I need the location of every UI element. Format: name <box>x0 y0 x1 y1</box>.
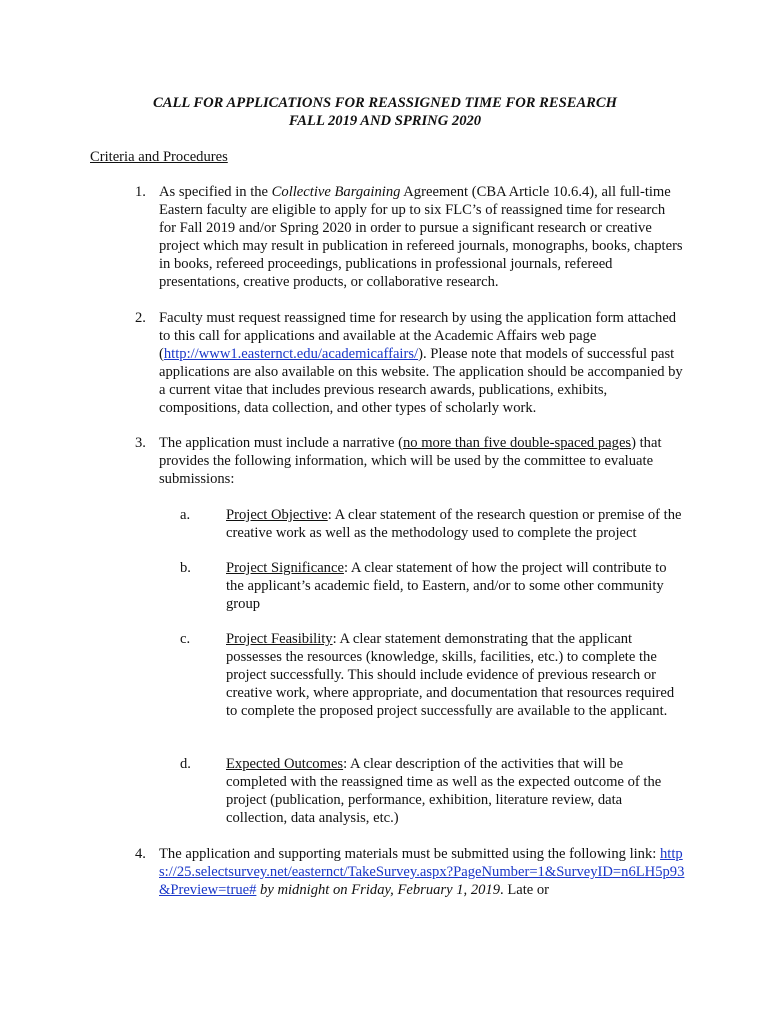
list-item-number: 1. <box>135 184 146 200</box>
sub-item-a <box>180 506 685 542</box>
list-item-2 <box>135 309 685 417</box>
list-item-text: The application must include a narrative (no more than five double-spaced pages) that provides the following information, which will be used by the committee to evaluate submissions: <box>159 435 662 487</box>
sub-item-text: Expected Outcomes: A clear description of the activities that will be completed with the reassigned time as well as the expected outcome of the project (publication, performance, exhibition, literature review, data collection, data analysis, etc.) <box>226 756 662 826</box>
sub-item-text: Project Significance: A clear statement of how the project will contribute to the applicant’s academic field, to Eastern, and/or to some other community group <box>226 560 667 612</box>
sub-item-letter: b. <box>180 560 191 576</box>
survey-link[interactable]: https://25.selectsurvey.net/easternct/TakeSurvey.aspx?PageNumber=1&SurveyID=n6LH5p93&Preview=true# <box>159 846 685 898</box>
sub-item-d <box>180 755 685 827</box>
list-item-text: As specified in the Collective Bargaining Agreement (CBA Article 10.6.4), all full-time Eastern faculty are eligible to apply for up to six FLC’s of reassigned time for research for Fall 2019 and/or Spring 2020 in order to pursue a significant research or creative project which may result in publication in refereed journals, monographs, books, chapters in books, refereed proceedings, publications in professional journals, refereed presentations, creative products, or collaborative research. <box>159 184 683 290</box>
section-heading: Criteria and Procedures <box>90 149 228 165</box>
sub-item-b <box>180 559 685 613</box>
list-item-text: Faculty must request reassigned time for research by using the application form attached to this call for applications and available at the Academic Affairs web page (http://www1.easternct.edu/academicaffairs/). Please note that models of successful past applications are also available on this website. The application should be accompanied by a current vitae that includes previous research awards, publications, exhibits, compositions, data collection, and other types of scholarly work. <box>159 310 683 416</box>
list-item-number: 2. <box>135 310 146 326</box>
title-line-1: CALL FOR APPLICATIONS FOR REASSIGNED TIME FOR RESEARCH <box>152 95 618 111</box>
sub-item-text: Project Objective: A clear statement of the research question or premise of the creative work as well as the methodology used to complete the project <box>226 507 682 541</box>
list-item-number: 3. <box>135 435 146 451</box>
list-item-1 <box>135 183 685 291</box>
list-item-number: 4. <box>135 846 146 862</box>
document-title <box>0 94 770 130</box>
sub-item-letter: d. <box>180 756 191 772</box>
sub-item-letter: c. <box>180 631 191 647</box>
title-line-2: FALL 2019 AND SPRING 2020 <box>288 113 482 129</box>
sub-item-letter: a. <box>180 507 191 523</box>
academic-affairs-link[interactable]: http://www1.easternct.edu/academicaffairs/ <box>163 346 419 362</box>
sub-item-c <box>180 630 685 720</box>
list-item-4 <box>135 845 685 899</box>
list-item-text: The application and supporting materials must be submitted using the following link: https://25.selectsurvey.net/easternct/TakeSurvey.aspx?PageNumber=1&SurveyID=n6LH5p93&Preview=true# by midnight on Friday, February 1, 2019. Late or <box>159 846 685 898</box>
sub-item-text: Project Feasibility: A clear statement demonstrating that the applicant possesses the resources (knowledge, skills, facilities, etc.) to complete the project successfully. This should include evidence of previous research or creative work, where appropriate, and documentation that resources required to complete the proposed project successfully are available to the applicant. <box>226 631 675 719</box>
list-item-3 <box>135 434 685 488</box>
